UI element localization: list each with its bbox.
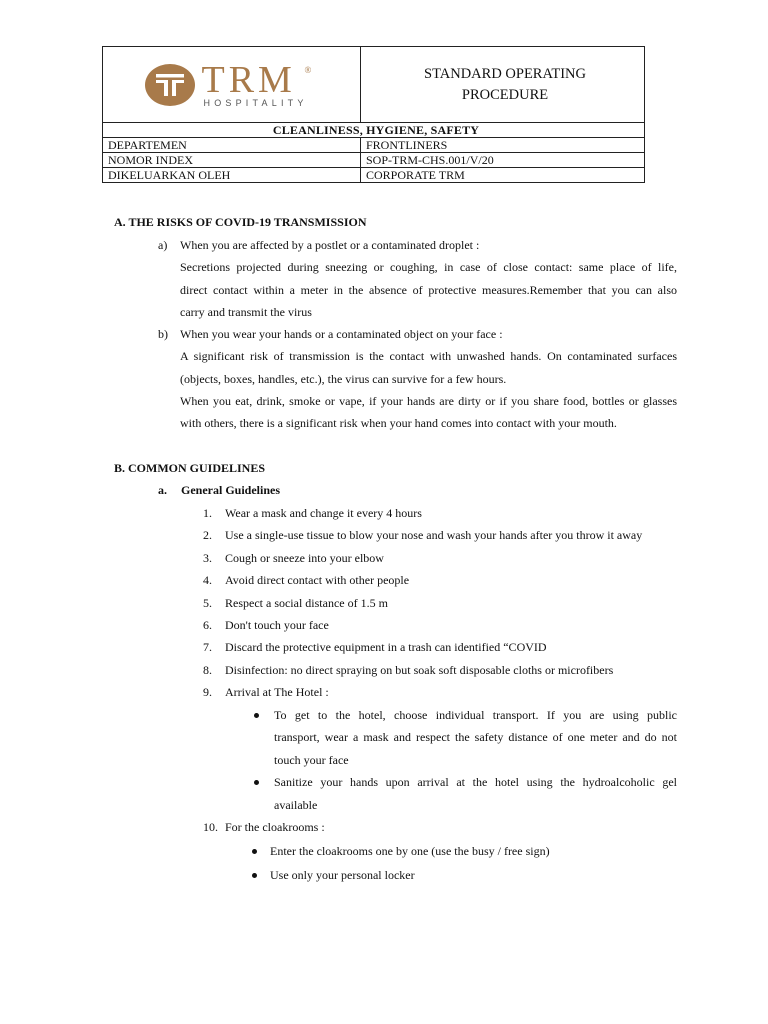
item-b-body-line: When you eat, drink, smoke or vape, if your hands are dirty or if you share food, bottles or glasses [180,394,677,408]
logo-brand-text: TRM [201,58,296,101]
list-item-number: 7. [203,640,212,654]
row-label: NOMOR INDEX [103,153,361,168]
header-row-index [103,153,645,168]
bullet-line: touch your face [274,753,349,767]
category-band: CLEANLINESS, HYGIENE, SAFETY [103,123,645,138]
list-item: Respect a social distance of 1.5 m [225,596,388,610]
bullet-icon [254,713,259,718]
logo-tagline: HOSPITALITY [203,97,308,108]
trm-emblem-icon [144,63,196,107]
list-item: Don't touch your face [225,618,329,632]
header-row-department [103,138,645,153]
list-item-number: 10. [203,820,218,834]
document-title [361,47,645,123]
item-a-body-line: direct contact within a meter in the absence of protective measures.Remember that you can also [180,283,677,297]
list-item-number: 2. [203,528,212,542]
list-item-number: 8. [203,663,212,677]
item-b-title: When you wear your hands or a contaminated object on your face : [180,327,503,341]
trm-hospitality-logo [144,58,320,109]
list-item: Disinfection: no direct spraying on but soak soft disposable cloths or microfibers [225,663,614,677]
row-label: DEPARTEMEN [103,138,361,153]
list-item: Cough or sneeze into your elbow [225,551,384,565]
list-item: Wear a mask and change it every 4 hours [225,506,422,520]
list-item: Use a single-use tissue to blow your nose and wash your hands after you throw it away [225,528,643,542]
logo-cell [103,47,361,123]
title-line-1: STANDARD OPERATING [424,65,586,82]
item-a-title: When you are affected by a postlet or a contaminated droplet : [180,238,480,252]
bullet-icon [252,873,257,878]
row-label: DIKELUARKAN OLEH [103,168,361,183]
header-row-issued-by [103,168,645,183]
list-item-number: 6. [203,618,212,632]
list-item: Avoid direct contact with other people [225,573,410,587]
subsection-marker: a. [158,483,167,497]
bullet-line: transport, wear a mask and respect the safety distance of one meter and do not [274,730,677,744]
list-item: Discard the protective equipment in a trash can identified “COVID [225,640,547,654]
item-b-body-line: A significant risk of transmission is the contact with unwashed hands. On contaminated surfaces [180,349,677,363]
subsection-title: General Guidelines [181,483,280,497]
item-b-body-line: (objects, boxes, handles, etc.), the virus can survive for a few hours. [180,372,507,386]
bullet-line: Enter the cloakrooms one by one (use the busy / free sign) [270,844,550,858]
bullet-icon [252,849,257,854]
list-item-number: 5. [203,596,212,610]
bullet-icon [254,780,259,785]
logo-registered-mark: ® [304,64,312,75]
row-value: CORPORATE TRM [361,168,645,183]
section-b-heading: B. COMMON GUIDELINES [114,461,266,475]
bullet-line: available [274,798,318,812]
bullet-line: Use only your personal locker [270,868,415,882]
list-item: For the cloakrooms : [225,820,325,834]
row-value: SOP-TRM-CHS.001/V/20 [361,153,645,168]
item-a-body-line: carry and transmit the virus [180,305,312,319]
list-item-number: 9. [203,685,212,699]
list-item-number: 4. [203,573,212,587]
item-a-body-line: Secretions projected during sneezing or coughing, in case of close contact: same place of life, [180,260,677,274]
row-value: FRONTLINERS [361,138,645,153]
item-b-marker: b) [158,327,168,341]
list-item-number: 1. [203,506,212,520]
item-b-body-line: with others, there is a significant risk when your hand comes into contact with your mouth. [180,416,617,430]
item-a-marker: a) [158,238,168,252]
document-header-table [102,46,645,183]
list-item-number: 3. [203,551,212,565]
list-item: Arrival at The Hotel : [225,685,329,699]
section-a-heading: A. THE RISKS OF COVID-19 TRANSMISSION [114,215,367,229]
bullet-line: To get to the hotel, choose individual transport. If you are using public [274,708,677,722]
bullet-line: Sanitize your hands upon arrival at the hotel using the hydroalcoholic gel [274,775,677,789]
title-line-2: PROCEDURE [461,86,549,103]
